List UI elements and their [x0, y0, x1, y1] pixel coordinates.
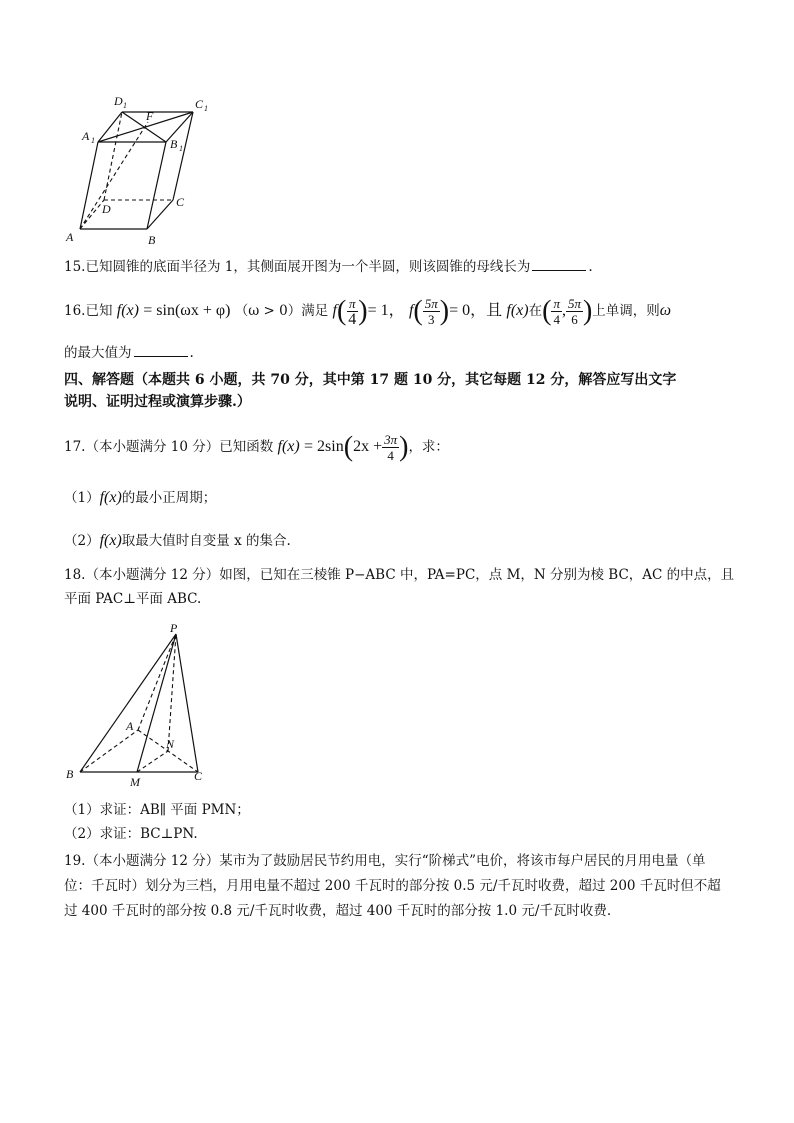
label-D: D	[102, 202, 111, 216]
section-heading: 四、解答题（本题共 6 小题，共 70 分，其中第 17 题 10 分，其它每题 12 分，解答应写出文字	[64, 372, 677, 388]
question-16: 16.已知 f(x) = sin(ωx + φ) （ω > 0）满足 f( $\frac{\pi}{4}$ )= 1， f( $\frac{5\pi}{3}$ )= 0，且 f(x)在( $\frac{\pi}{4}$ , $\frac{5\pi}{6}$ )上单调，则ω	[64, 295, 672, 328]
question-17: 17.（本小题满分 10 分）已知函数 f(x) = 2sin(2x + $\frac{3\pi}{4}$ )，求：	[64, 431, 449, 463]
question-16-line2: 的最大值为 .	[64, 342, 734, 363]
edge-PB	[80, 634, 176, 772]
label-B: B	[148, 233, 156, 247]
label-A1: A	[82, 129, 90, 143]
fraction-5pi-over-3: $\frac{5\pi}{3}$	[424, 296, 438, 327]
pyramid-figure	[62, 620, 222, 790]
label-M: M	[130, 775, 140, 789]
edge-AA1	[80, 142, 98, 229]
fraction-pi-over-4: $\frac{\pi}{4}$	[348, 296, 357, 328]
question-19: 19.（本小题满分 12 分）某市为了鼓励居民节约用电，实行“阶梯式”电价，将该市每户居民的月用电量（单	[64, 853, 706, 869]
label-P: P	[170, 621, 178, 635]
label-D1: D	[114, 94, 123, 108]
label-N: N	[166, 737, 175, 751]
question-17-part2: （2）f(x)取最大值时自变量 x 的集合.	[64, 532, 291, 549]
label-A: A	[126, 719, 134, 733]
svg-text:1: 1	[204, 104, 208, 113]
edge-BB1	[147, 142, 166, 229]
question-18-line2: 平面 PAC⊥平面 ABC.	[64, 591, 202, 607]
answer-blank-16[interactable]	[134, 342, 188, 357]
edge-D1A1	[98, 112, 122, 142]
question-15: 15.已知圆锥的底面半径为 1，其侧面展开图为一个半圆，则该圆锥的母线长为 .	[64, 256, 734, 277]
question-19-line3: 过 400 千瓦时的部分按 0.8 元/千瓦时收费，超过 400 千瓦时的部分按 1.0 元/千瓦时收费.	[64, 903, 612, 919]
question-18: 18.（本小题满分 12 分）如图，已知在三棱锥 P−ABC 中，PA=PC，点 M，N 分别为棱 BC，AC 的中点，且	[64, 567, 735, 583]
question-18-part2: （2）求证：BC⊥PN.	[64, 826, 198, 842]
label-F: F	[146, 109, 154, 123]
svg-text:1: 1	[123, 101, 127, 110]
hidden-BA	[80, 730, 138, 772]
svg-text:1: 1	[179, 144, 183, 153]
edge-PM	[137, 634, 176, 772]
diag-D1B1	[122, 112, 166, 142]
prism-figure	[62, 92, 222, 250]
label-A: A	[66, 230, 74, 244]
edge-CC1	[173, 112, 193, 200]
edge-BC	[147, 200, 173, 229]
fraction-3pi-over-4: $\frac{3\pi}{4}$	[384, 432, 398, 463]
question-18-part1: （1）求证：AB∥ 平面 PMN；	[64, 802, 250, 818]
edge-PC	[176, 634, 198, 772]
label-B: B	[66, 767, 74, 781]
question-17-part1: （1）f(x)的最小正周期；	[64, 489, 217, 506]
section-heading-line2: 说明、证明过程或演算步骤.）	[64, 394, 251, 410]
question-19-line2: 位：千瓦时）划分为三档，月用电量不超过 200 千瓦时的部分按 0.5 元/千瓦时收费，超过 200 千瓦时但不超	[64, 878, 721, 894]
answer-blank-15[interactable]	[532, 256, 586, 271]
label-B1: B	[170, 137, 178, 151]
svg-text:1: 1	[91, 136, 95, 145]
label-C1: C	[195, 97, 204, 111]
label-C: C	[176, 195, 185, 209]
label-C: C	[194, 769, 203, 783]
